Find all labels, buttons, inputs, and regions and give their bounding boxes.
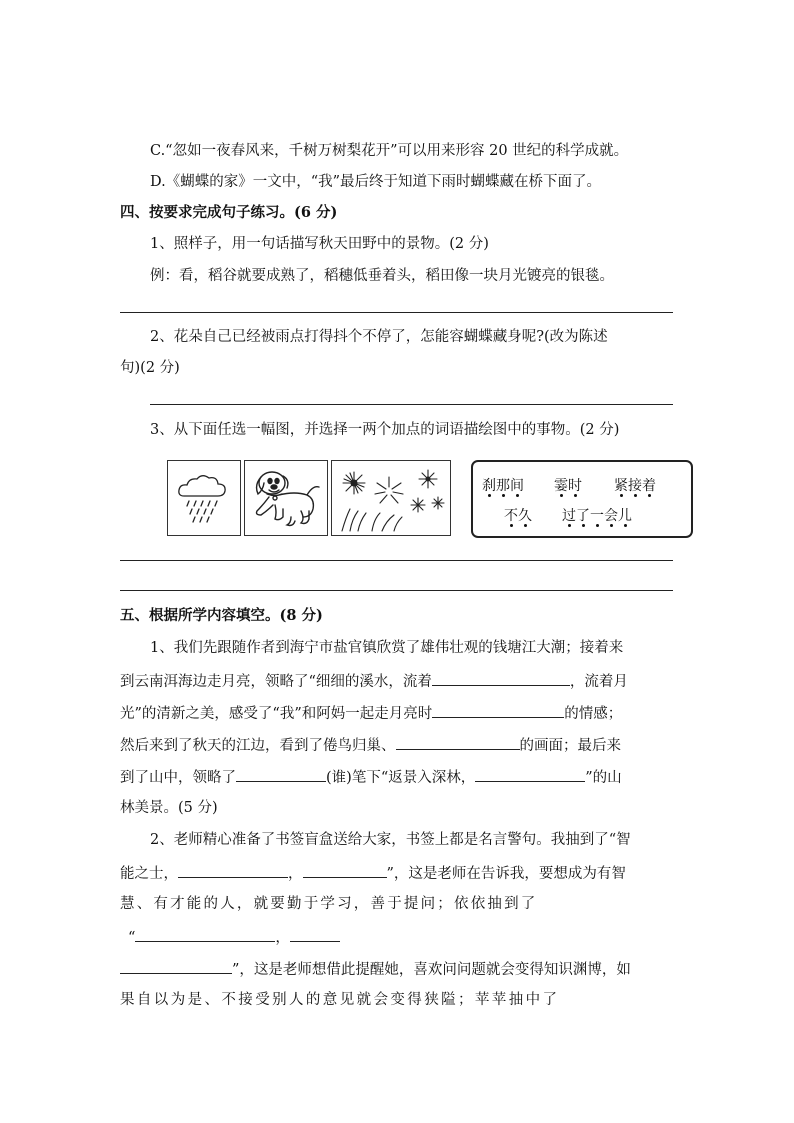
answer-line[interactable]	[120, 312, 673, 313]
paragraph-5-1-line-1: 1、我们先跟随作者到海宁市盐官镇欣赏了雄伟壮观的钱塘江大潮；接着来	[150, 640, 624, 656]
fill-blank[interactable]	[396, 734, 520, 750]
paragraph-5-1-line-2: 到云南洱海边走月亮，领略了“细细的溪水，流着 ，流着月	[120, 670, 628, 692]
answer-line[interactable]	[120, 590, 673, 591]
word-bujiu: 不久	[504, 507, 532, 525]
paragraph-5-1-line-4: 然后来到了秋天的江边，看到了倦鸟归巢、 的画面；最后来	[120, 734, 621, 756]
fireworks-icon	[332, 461, 450, 535]
word-choice-box	[471, 460, 693, 538]
section-four-heading: 四、按要求完成句子练习。(6 分)	[120, 204, 338, 221]
question-4-2-line-2: 句)(2 分)	[120, 360, 180, 376]
fill-blank[interactable]	[432, 702, 564, 718]
fill-blank[interactable]	[135, 926, 275, 942]
fill-blank[interactable]	[290, 926, 340, 942]
rain-cloud-picture	[167, 460, 241, 536]
word-shashi: 霎时	[554, 477, 582, 495]
paragraph-5-1-line-5: 到了山中，领略了 (谁)笔下“返景入深林， ”的山	[120, 766, 622, 788]
paragraph-5-2-line-6: 果自以为是、不接受别人的意见就会变得狭隘；苹苹抽中了	[120, 992, 560, 1008]
paragraph-5-1-line-6: 林美景。(5 分)	[120, 800, 218, 816]
question-4-1: 1、照样子，用一句话描写秋天田野中的景物。(2 分)	[150, 236, 489, 252]
word-guoleyihuier: 过了一会儿	[562, 507, 632, 525]
fill-blank[interactable]	[236, 766, 326, 782]
paragraph-5-2-line-4: “ ，	[128, 926, 340, 948]
question-4-2-line-1: 2、花朵自己已经被雨点打得抖个不停了，怎能容蝴蝶藏身呢?(改为陈述	[150, 329, 608, 345]
paragraph-5-1-line-3: 光”的清新之美，感受了“我”和阿妈一起走月亮时 的情感；	[120, 702, 622, 724]
paragraph-5-2-line-2: 能之士， ， ”，这是老师在告诉我，要想成为有智	[120, 862, 626, 884]
option-c: C.“忽如一夜春风来，千树万树梨花开”可以用来形容 20 世纪的科学成就。	[150, 143, 629, 159]
word-chanajian: 刹那间	[482, 477, 524, 495]
answer-line[interactable]	[150, 404, 673, 405]
section-five-heading: 五、根据所学内容填空。(8 分)	[120, 607, 323, 624]
puppy-picture	[244, 460, 328, 536]
option-d: D.《蝴蝶的家》一文中，“我”最后终于知道下雨时蝴蝶藏在桥下面了。	[150, 174, 602, 190]
fill-blank[interactable]	[475, 766, 585, 782]
fill-blank[interactable]	[178, 862, 288, 878]
paragraph-5-2-line-3: 慧、有才能的人，就要勤于学习，善于提问；依依抽到了	[120, 896, 538, 912]
fill-blank[interactable]	[303, 862, 387, 878]
answer-line[interactable]	[120, 560, 673, 561]
question-4-3: 3、从下面任选一幅图，并选择一两个加点的词语描绘图中的事物。(2 分)	[150, 422, 620, 438]
fill-blank[interactable]	[432, 670, 570, 686]
paragraph-5-2-line-5: ”，这是老师想借此提醒她，喜欢问问题就会变得知识渊博，如	[120, 958, 631, 980]
fireworks-picture	[331, 460, 451, 536]
word-jinjiezhe: 紧接着	[614, 477, 656, 495]
fill-blank[interactable]	[120, 958, 232, 974]
rain-cloud-icon	[168, 461, 240, 535]
paragraph-5-2-line-1: 2、老师精心准备了书签盲盒送给大家，书签上都是名言警句。我抽到了“智	[150, 832, 631, 848]
puppy-icon	[245, 461, 327, 535]
question-4-1-example: 例：看，稻谷就要成熟了，稻穗低垂着头，稻田像一块月光镀亮的银毯。	[150, 268, 614, 284]
